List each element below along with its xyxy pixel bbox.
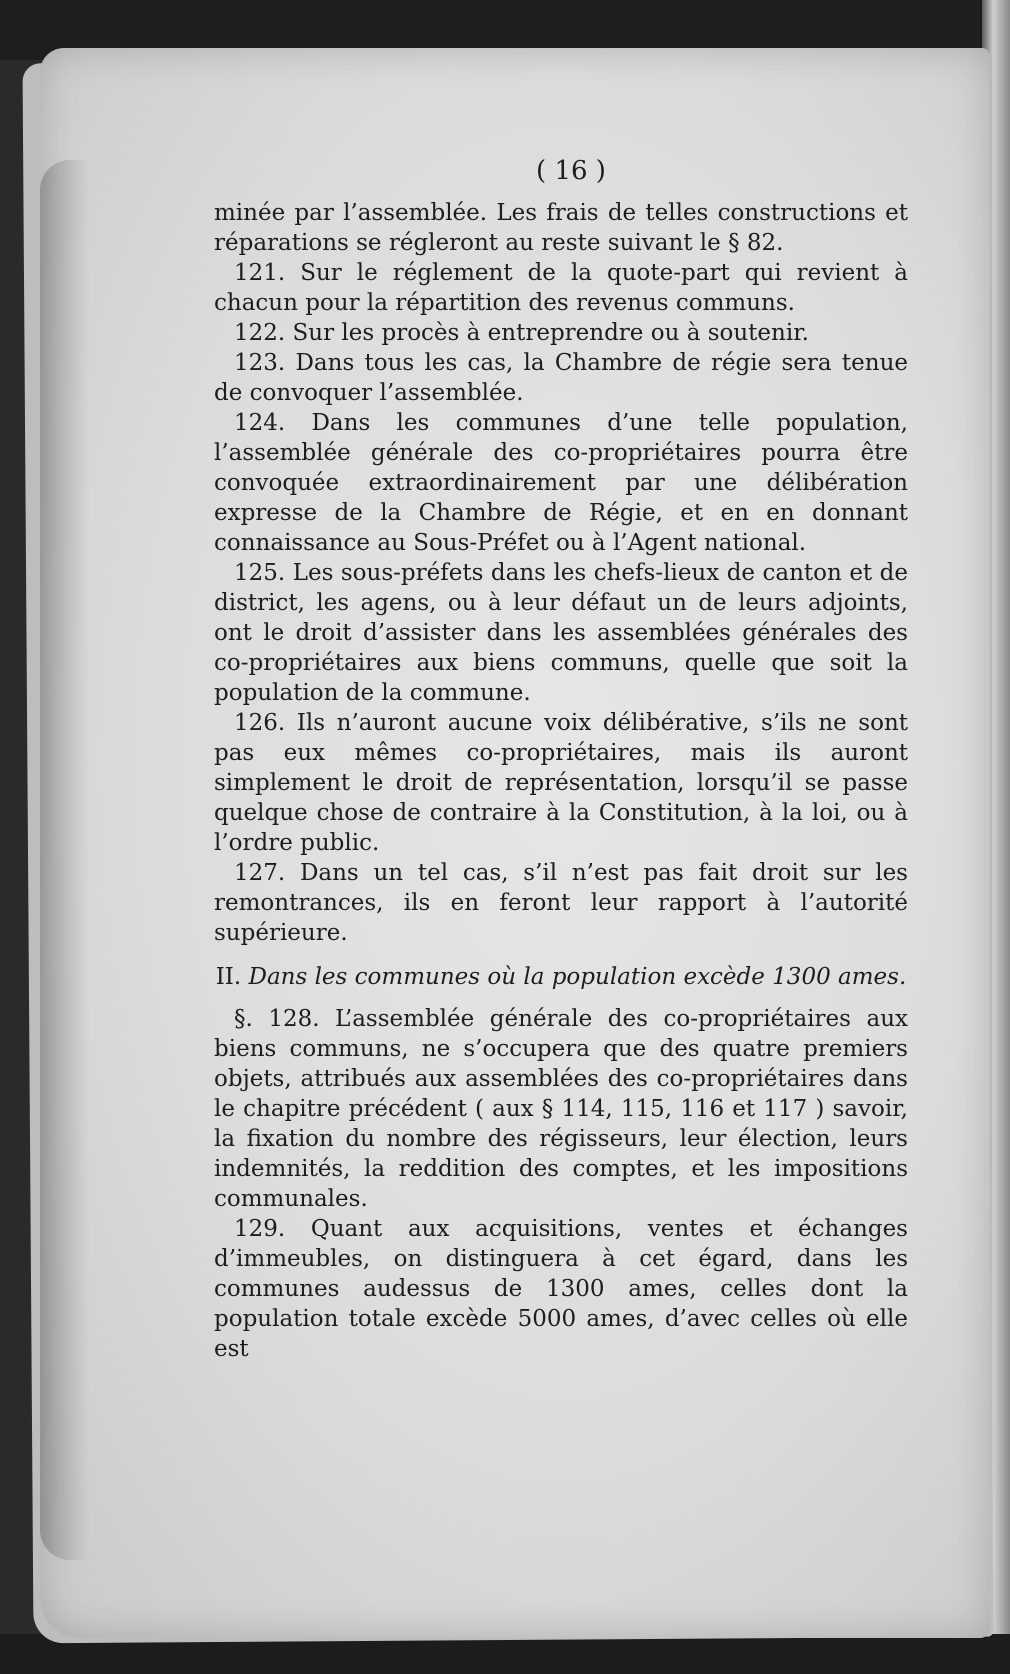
page-number: ( 16 ) bbox=[536, 156, 606, 186]
paragraph-122: 122. Sur les procès à entreprendre ou à soutenir. bbox=[234, 320, 809, 346]
paragraph-127: 127. Dans un tel cas, s’il n’est pas fait droit sur les remontrances, ils en feront leur rapport à l’autorité supérieure. bbox=[214, 860, 908, 946]
paragraph-128: §. 128. L’assemblée générale des co-propriétaires aux biens communs, ne s’occupera que des quatre premiers objets, attribués aux assemblées des co-propriétaires dans le chapitre précédent ( aux § 114, 115, 116 et 117 ) savoir, la fixation du nombre des régisseurs, leur élection, leurs indemnités, la reddition des comptes, et les impositions communales. bbox=[214, 1006, 908, 1212]
section-heading-text: Dans les communes où la population excède 1300 ames. bbox=[248, 964, 907, 990]
paragraph-124: 124. Dans les communes d’une telle population, l’assemblée générale des co-propriétaires pourra être convoquée extraordinairement par une délibération expresse de la Chambre de Régie, et en en donnant connaissance au Sous-Préfet ou à l’Agent national. bbox=[214, 410, 908, 556]
section-heading-number: II. bbox=[215, 964, 242, 990]
page-binding-shadow bbox=[40, 160, 90, 1560]
paragraph-126: 126. Ils n’auront aucune voix délibérative, s’ils ne sont pas eux mêmes co-propriétaires, mais ils auront simplement le droit de représentation, lorsqu’il se passe quelque chose de contraire à la Constitution, à la loi, ou à l’ordre public. bbox=[214, 710, 908, 856]
page-text bbox=[214, 150, 908, 1364]
paragraph-125: 125. Les sous-préfets dans les chefs-lieux de canton et de district, les agens, ou à leur défaut un de leurs adjoints, ont le droit d’assister dans les assemblées générales des co-propriétaires aux biens communs, quelle que soit la population de la commune. bbox=[214, 560, 908, 706]
paragraph-123: 123. Dans tous les cas, la Chambre de régie sera tenue de convoquer l’assemblée. bbox=[214, 350, 908, 406]
paragraph-129: 129. Quant aux acquisitions, ventes et échanges d’immeubles, on distinguera à cet égard, dans les communes audessus de 1300 ames, celles dont la population totale excède 5000 ames, d’avec celles où elle est bbox=[214, 1216, 908, 1362]
section-heading bbox=[214, 962, 908, 992]
paragraph-121: 121. Sur le réglement de la quote-part qui revient à chacun pour la répartition des revenus communs. bbox=[214, 260, 908, 316]
paragraph-continuation: minée par l’assemblée. Les frais de telles constructions et réparations se régleront au reste suivant le § 82. bbox=[214, 200, 908, 256]
